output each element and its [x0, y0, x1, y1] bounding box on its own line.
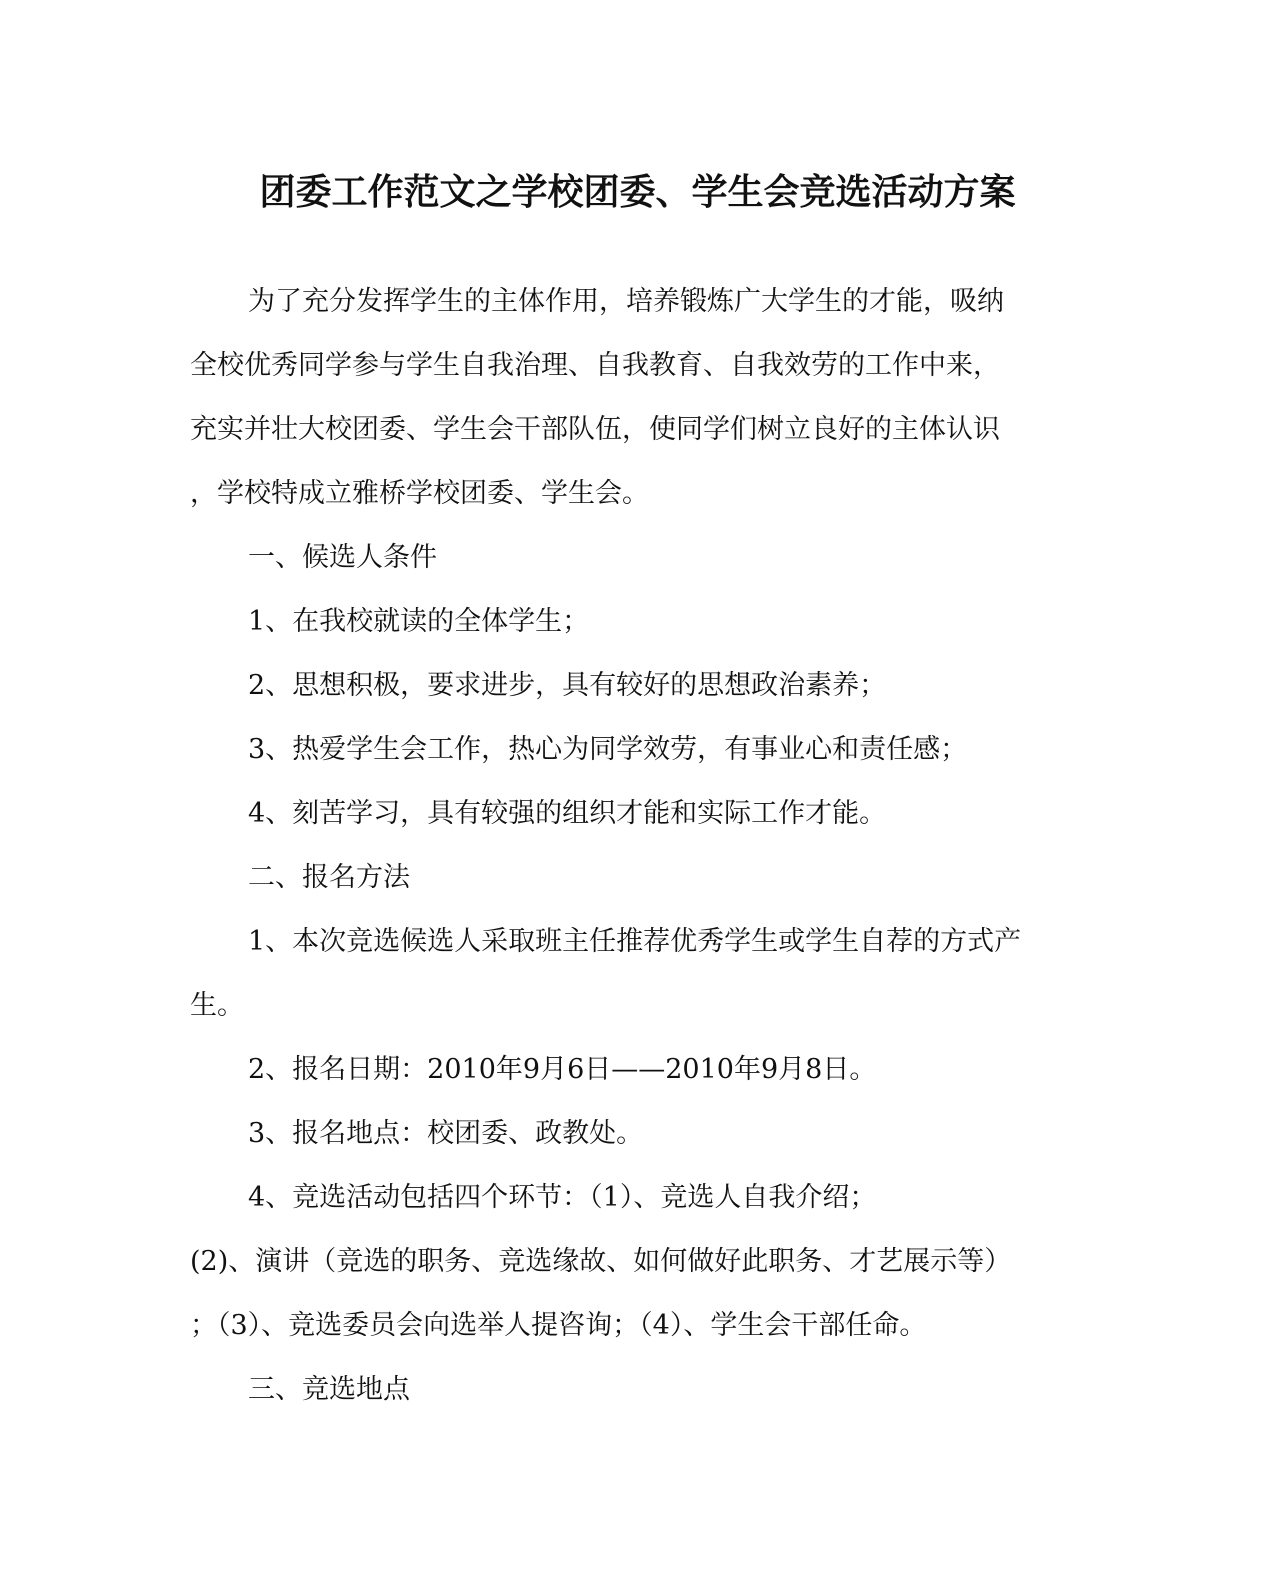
- paragraph-line: 全校优秀同学参与学生自我治理、自我教育、自我效劳的工作中来，: [190, 350, 1000, 381]
- list-item-continuation: ；（3）、竞选委员会向选举人提咨询；（4）、学生会干部任命。: [190, 1310, 927, 1341]
- list-item: 4、竞选活动包括四个环节：（1）、竞选人自我介绍；: [248, 1182, 877, 1213]
- list-item: 2、报名日期：2010年9月6日——2010年9月8日。: [248, 1054, 877, 1085]
- section-heading: 二、报名方法: [248, 862, 410, 893]
- list-item-continuation: (2)、演讲（竞选的职务、竞选缘故、如何做好此职务、才艺展示等）: [190, 1246, 1012, 1277]
- list-item: 1、在我校就读的全体学生；: [248, 606, 590, 637]
- page-title: 团委工作范文之学校团委、学生会竞选活动方案: [259, 171, 1016, 213]
- paragraph-line: 为了充分发挥学生的主体作用，培养锻炼广大学生的才能，吸纳: [248, 286, 1004, 317]
- list-item: 4、刻苦学习，具有较强的组织才能和实际工作才能。: [248, 798, 887, 829]
- list-item-continuation: 生。: [190, 990, 244, 1021]
- section-heading: 三、竞选地点: [248, 1374, 410, 1405]
- section-heading: 一、候选人条件: [248, 542, 437, 573]
- paragraph-line: ，学校特成立雅桥学校团委、学生会。: [190, 478, 649, 509]
- list-item: 2、思想积极，要求进步，具有较好的思想政治素养；: [248, 670, 887, 701]
- paragraph-line: 充实并壮大校团委、学生会干部队伍，使同学们树立良好的主体认识: [190, 414, 1000, 445]
- list-item: 3、热爱学生会工作，热心为同学效劳，有事业心和责任感；: [248, 734, 968, 765]
- list-item: 3、报名地点：校团委、政教处。: [248, 1118, 644, 1149]
- list-item: 1、本次竞选候选人采取班主任推荐优秀学生或学生自荐的方式产: [248, 926, 1022, 957]
